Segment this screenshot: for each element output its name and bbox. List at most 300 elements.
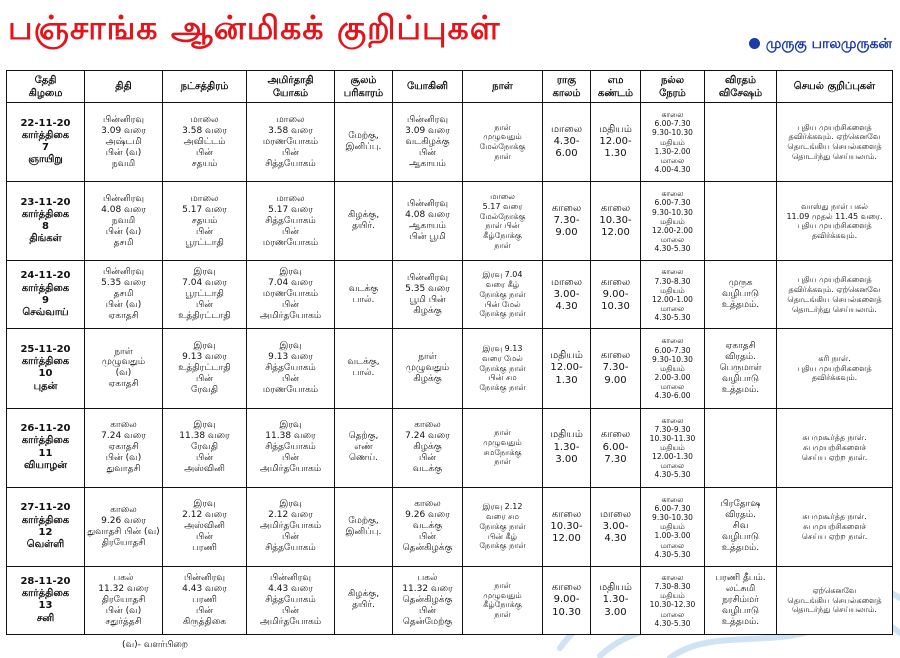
header-yogini: யோகினி [393,71,463,103]
cell-line: சதுர்த்தசி [105,616,142,627]
cell-line: வடக்கு [412,464,443,475]
cell-line: தெற்கு, [348,431,379,442]
cell-line: சுபமுகூர்த்த நாள். [802,512,867,522]
soolam-cell [335,487,393,566]
cell-line: 3.00 [555,453,578,465]
header-notes: செயல் குறிப்புகள் [777,71,893,103]
cell-line: 5.17 வரை [268,204,313,215]
cell-line: அஸ்வினி [184,521,225,532]
naal-cell [463,103,543,182]
cell-line: நோக்கு நாள் [479,289,526,299]
yogini-cell [393,566,463,634]
raagu-cell [543,103,591,182]
cell-line: 10.30-11.30 [649,433,696,443]
cell-line: பெருமாள் [719,362,762,373]
star-cell [163,408,247,487]
emagandam-cell [591,103,641,182]
cell-line: நாள் [494,240,511,250]
cell-line: பிரதோஷ [720,499,761,510]
cell-line: வடக்கு [412,521,443,532]
viratham-cell [705,408,777,487]
cell-line: வரை சம [486,512,519,522]
cell-line: 4.08 வரை [101,204,146,215]
cell-line: நாள் [494,428,511,438]
cell-line: தொடர்ந்து செய்யலாம். [792,605,877,615]
cell-line: 9 [42,294,49,306]
cell-line: காலை [661,267,684,277]
cell-line: காலை [661,573,684,583]
thithi-cell [85,408,163,487]
star-cell [163,261,247,329]
cell-line: மதியம் [599,582,632,594]
cell-line: 12.00 [552,532,581,544]
cell-line: பின் [196,226,213,237]
cell-line: மாலை [490,192,515,201]
cell-line: பூமி பின் [409,294,446,305]
cell-line: 9.13 வரை [182,352,227,362]
emagandam-cell [591,261,641,329]
cell-line: காலை [661,189,684,199]
cell-line: தொடர்ந்து செய்யலாம். [792,304,877,314]
cell-line: 11.32 வரை [402,583,453,594]
header-date: தேதி கிழமை [7,71,85,103]
cell-line: வழிபாடு [722,373,759,384]
cell-line: மாலை [660,461,685,471]
date-cell [7,261,85,329]
cell-line: பின் [282,605,299,616]
cell-line: கிழக்கு [413,305,442,316]
cell-line: 4.30-5.30 [654,244,691,254]
yogini-cell [393,182,463,261]
cell-line: காலை [414,499,441,510]
cell-line: புதிய முயற்சிகளைத் [797,221,872,231]
viratham-cell [705,261,777,329]
notes-cell [777,329,893,408]
cell-line: வழிபாடு [722,289,759,300]
cell-line: மேற்கு, [348,131,379,142]
cell-line: 12.00-2.00 [652,225,693,235]
cell-line: மரணயோகம் [262,289,319,300]
cell-line: 4.30 [604,532,627,544]
cell-line: செய்ய ஏற்ற நாள். [801,452,868,462]
cell-line: நோக்கு நாள் [479,309,526,319]
cell-line: 7.04 வரை [182,278,227,289]
cell-line: சித்தயோகம் [265,158,316,169]
cell-line: எண் [354,442,373,453]
cell-line: ஏகாதசி [725,341,756,352]
cell-line: 3.00- [602,520,629,532]
cell-line: சித்தயோகம் [265,362,316,373]
cell-line: பின் மேல் [484,299,521,309]
cell-line: பரணி [192,594,217,605]
cell-line: 12.00-1.30 [652,452,693,462]
nalla-neram-cell [641,408,705,487]
cell-line: 4.43 வரை [182,583,227,594]
cell-line: முழுவதும் [405,362,450,373]
cell-line: 10.30 [601,300,630,312]
cell-line: 5.35 வரை [405,283,450,294]
cell-line: இரவு 7.04 [482,270,523,280]
cell-line: 10.30-12.30 [649,600,696,610]
cell-line: நோக்கு நாள் [479,541,526,551]
header-thithi: திதி [85,71,163,103]
cell-line: வடகிழக்கு [405,136,450,147]
cell-line: கார்த்திகை [21,356,70,368]
cell-line: அஸ்வினி [184,464,225,475]
cell-line: உத்திரட்டாதி [178,362,231,373]
cell-line: சுபமுயற்சிகளைச் [803,442,866,452]
cell-line: கரி நாள். [818,353,851,363]
cell-line: கார்த்திகை [21,209,70,221]
header-star: நட்சத்திரம் [163,71,247,103]
cell-line: 6.00-7.30 [654,345,691,355]
cell-line: பின் [282,453,299,464]
cell-line: 10.30- [550,520,583,532]
soolam-cell [335,408,393,487]
cell-line: பின் (வ) [105,300,142,311]
cell-line: கார்த்திகை [21,588,70,600]
cell-line: இரவு 9.13 [482,344,523,354]
table-row [7,103,893,182]
cell-line: மாலை [599,508,632,520]
cell-line: 24-11-20 [20,270,71,282]
cell-line: இனிப்பு. [345,142,382,153]
cell-line: முழுவதும் [101,357,146,368]
cell-line: ஏற்கெனவே [812,585,857,595]
cell-line: பின்னிரவு [407,114,448,125]
cell-line: 9.13 வரை [268,352,313,362]
cell-line: நவமி [111,158,136,169]
yogam-cell [247,487,335,566]
cell-line: 9.30-10.30 [652,128,693,138]
cell-line: பின் [196,532,213,543]
cell-line: 13 [38,600,53,612]
author-label: முருகு பாலமுருகன் [765,36,892,52]
cell-line: நரசிம்மர் [722,594,759,605]
cell-line: கார்த்திகை [21,514,70,526]
cell-line: பின்னிரவு [270,573,311,584]
cell-line: காலை [551,582,582,594]
cell-line: 1.30-2.00 [654,146,691,156]
cell-line: ஏகாதசி [108,442,139,453]
yogini-cell [393,487,463,566]
cell-line: அமிர்தயோகம் [259,616,322,627]
cell-line: நாள் [494,457,511,467]
cell-line: தவிர்க்கவும். [811,373,858,383]
cell-line: நோக்கு நாள் [479,363,526,373]
cell-line: 9.30-10.30 [652,354,693,364]
cell-line: நாள் [494,610,511,620]
cell-line: சமநோக்கு [483,447,522,457]
yogini-cell [393,408,463,487]
yogini-cell [393,103,463,182]
cell-line: 4.08 வரை [405,210,450,221]
cell-line: 25-11-20 [20,344,71,356]
cell-line: தொடர்ந்து செய்யலாம். [792,151,877,161]
cell-line: 11.38 வரை [265,431,316,442]
thithi-cell [85,182,163,261]
cell-line: தொடங்கிய செயல்களைத் [787,142,882,152]
cell-line: மதியம் [660,591,685,601]
table-row [7,182,893,261]
cell-line: பின் [282,226,299,237]
naal-cell [463,566,543,634]
cell-line: மரணயோகம் [262,384,319,395]
cell-line: புதிய முயற்சிகளைத் [797,275,872,285]
cell-line: 2.12 வரை [268,510,313,521]
cell-line: மாலை [660,304,685,313]
raagu-cell [543,566,591,634]
cell-line: பால். [352,294,375,305]
emagandam-cell [591,408,641,487]
cell-line: செய்ய ஏற்ற நாள். [801,531,868,541]
cell-line: கார்த்திகை [21,129,70,141]
cell-line: ஞாயிறு [28,154,63,166]
cell-line: பின் [419,532,436,543]
naal-cell [463,261,543,329]
cell-line: காலை [661,494,684,504]
cell-line: வரை கீழ் [485,280,520,290]
cell-line: 9.26 வரை [101,515,146,526]
cell-line: 27-11-20 [20,502,71,514]
soolam-cell [335,566,393,634]
cell-line: நாள் [494,151,511,161]
cell-line: புதிய முயற்சிகளைத் [797,363,872,373]
panchangam-table [6,70,893,635]
cell-line: ஏகாதசி [108,311,139,322]
thithi-cell [85,566,163,634]
cell-line: காலை [110,420,137,431]
header [0,0,900,70]
cell-line: பின் [196,605,213,616]
cell-line: 4.00-4.30 [654,164,691,174]
cell-line: மாலை [276,193,305,204]
star-cell [163,182,247,261]
star-cell [163,566,247,634]
cell-line: 1.30 [604,148,627,160]
cell-line: முருக [728,278,753,289]
cell-line: திரயோதசி [101,594,146,605]
star-cell [163,103,247,182]
star-cell [163,329,247,408]
cell-line: வடக்கு [348,283,379,294]
cell-line: பின் [196,147,213,158]
cell-line: நோக்கு நாள் [479,383,526,393]
cell-line: பின்னிரவு [407,272,448,283]
cell-line: பின் சம [488,373,517,383]
cell-line: காலை [551,508,582,520]
cell-line: 9.00- [553,594,580,606]
cell-line: விரதம். [725,510,756,521]
cell-line: 4.30-5.30 [654,618,691,628]
cell-line: இரவு [279,267,302,278]
cell-line: காலை [600,276,631,288]
cell-line: ஆகாயம் [409,221,446,232]
cell-line: நவமி [111,215,136,226]
cell-line: 9.26 வரை [405,510,450,521]
soolam-cell [335,261,393,329]
cell-line: இனிப்பு. [345,526,382,537]
cell-line: மாலை [660,540,685,550]
yogam-cell [247,103,335,182]
cell-line: தொடங்கிய செயல்களைத் [787,294,882,304]
cell-line: பின் [419,605,436,616]
date-cell [7,103,85,182]
cell-line: அமிர்தயோகம் [259,311,322,322]
cell-line: சதயம் [191,215,218,226]
date-cell [7,566,85,634]
cell-line: பின் [419,453,436,464]
cell-line: முழுவதும் [483,590,522,600]
table-row [7,261,893,329]
cell-line: மரணயோகம் [262,237,319,248]
cell-line: 9.00 [555,227,578,239]
cell-line: துவாதசி [106,464,141,475]
cell-line: 2.00-3.00 [654,373,691,383]
cell-line: 23-11-20 [20,196,71,208]
cell-line: கீழ்நோக்கு [483,600,522,610]
cell-line: பின் கீழ் [487,531,518,541]
cell-line: வடக்கு, [347,357,380,368]
cell-line: இரவு [193,499,216,510]
yogam-cell [247,329,335,408]
cell-line: மதியம் [660,137,685,147]
cell-line: 9.30-10.30 [652,513,693,523]
cell-line: கார்த்திகை [21,282,70,294]
cell-line: பால். [352,368,375,379]
cell-line: இரவு [279,341,302,352]
date-cell [7,329,85,408]
cell-line: பின் [196,453,213,464]
date-cell [7,487,85,566]
cell-line: தயிர். [352,221,375,232]
cell-line: மரணயோகம் [262,136,319,147]
viratham-cell [705,566,777,634]
cell-line: வாஸ்து நாள் பகல் [801,201,868,211]
cell-line: காலை [414,420,441,431]
notes-cell [777,408,893,487]
nalla-neram-cell [641,566,705,634]
cell-line: 10.30- [599,215,632,227]
cell-line: மதியம் [660,522,685,532]
cell-line: பரணி [192,543,217,554]
cell-line: 7.30-9.30 [654,424,691,434]
cell-line: விரதம். [725,352,756,362]
cell-line: பகல் [417,573,438,584]
author-name [749,36,892,54]
cell-line: பின்னிரவு [103,193,144,204]
cell-line: 9.00- [602,288,629,300]
cell-line: 1.30- [602,594,629,606]
cell-line: 4.30-5.30 [654,313,691,323]
cell-line: மேல்நோக்கு [479,211,526,221]
cell-line: (வ) [115,368,132,379]
cell-line: காலை [661,415,684,425]
cell-line: 7.24 வரை [101,431,146,442]
yogam-cell [247,182,335,261]
header-raagu: ராகு காலம் [543,71,591,103]
cell-line: காலை [110,504,137,515]
cell-line: 7.04 வரை [268,278,313,289]
cell-line: தென்கிழக்கு [402,594,453,605]
notes-cell [777,261,893,329]
cell-line: உத்தமம். [721,300,760,311]
cell-line: மாலை [660,155,685,165]
soolam-cell [335,329,393,408]
cell-line: ஆகாயம் [409,158,446,169]
thithi-cell [85,329,163,408]
yogam-cell [247,566,335,634]
soolam-cell [335,182,393,261]
bullet-icon [749,38,760,49]
cell-line: காலை [600,202,631,214]
cell-line: 7.30-8.30 [654,276,691,286]
cell-line: மாலை [190,114,219,125]
cell-line: கீழ்நோக்கு [483,231,522,240]
viratham-cell [705,182,777,261]
cell-line: கிழக்கு, [347,589,380,600]
cell-line: 3.58 வரை [182,125,227,136]
cell-line: பின்னிரவு [103,267,144,278]
cell-line: மாலை [276,114,305,125]
raagu-cell [543,261,591,329]
cell-line: 11.32 வரை [98,583,149,594]
cell-line: உத்திரட்டாதி [178,311,231,322]
table-row [7,329,893,408]
cell-line: 28-11-20 [20,576,71,588]
cell-line: புதன் [33,380,58,392]
raagu-cell [543,408,591,487]
cell-line: பின் [282,373,299,384]
cell-line: 2.12 வரை [182,510,227,521]
cell-line: 8 [42,221,49,233]
cell-line: காலை [551,202,582,214]
cell-line: முழுவதும் [483,132,522,142]
cell-line: சித்தயோகம் [265,442,316,453]
cell-line: 11 [38,447,53,459]
cell-line: 3.00- [553,288,580,300]
cell-line: சித்தயோகம் [265,594,316,605]
cell-line: நாள் [114,346,133,357]
cell-line: இரவு 2.12 [482,502,523,512]
cell-line: பின் (வ) [105,453,142,464]
nalla-neram-cell [641,329,705,408]
cell-line: 12.00- [550,362,583,374]
cell-line: பின் (வ) [105,147,142,158]
cell-line: 1.30 [555,374,578,386]
cell-line: மேற்கு, [348,515,379,526]
cell-line: திரயோதசி [101,537,146,548]
cell-line: 4.30 [555,300,578,312]
cell-line: சித்தயோகம் [265,543,316,554]
cell-line: 12.00- [599,135,632,147]
cell-line: 6.00-7.30 [654,119,691,129]
cell-line: 4.30-6.00 [654,391,691,401]
cell-line: தயிர். [352,600,375,611]
cell-line: மாலை [660,609,685,619]
yogam-cell [247,261,335,329]
notes-cell [777,182,893,261]
cell-line: 3.09 வரை [405,125,450,136]
cell-line: ணெய். [348,453,379,464]
cell-line: சனி [36,612,55,624]
date-cell [7,182,85,261]
nalla-neram-cell [641,487,705,566]
cell-line: நாள் [494,580,511,590]
page-title: பஞ்சாங்க ஆன்மிகக் குறிப்புகள் [8,8,501,47]
cell-line: 3.00 [604,606,627,618]
cell-line: கிழக்கு [413,373,442,384]
